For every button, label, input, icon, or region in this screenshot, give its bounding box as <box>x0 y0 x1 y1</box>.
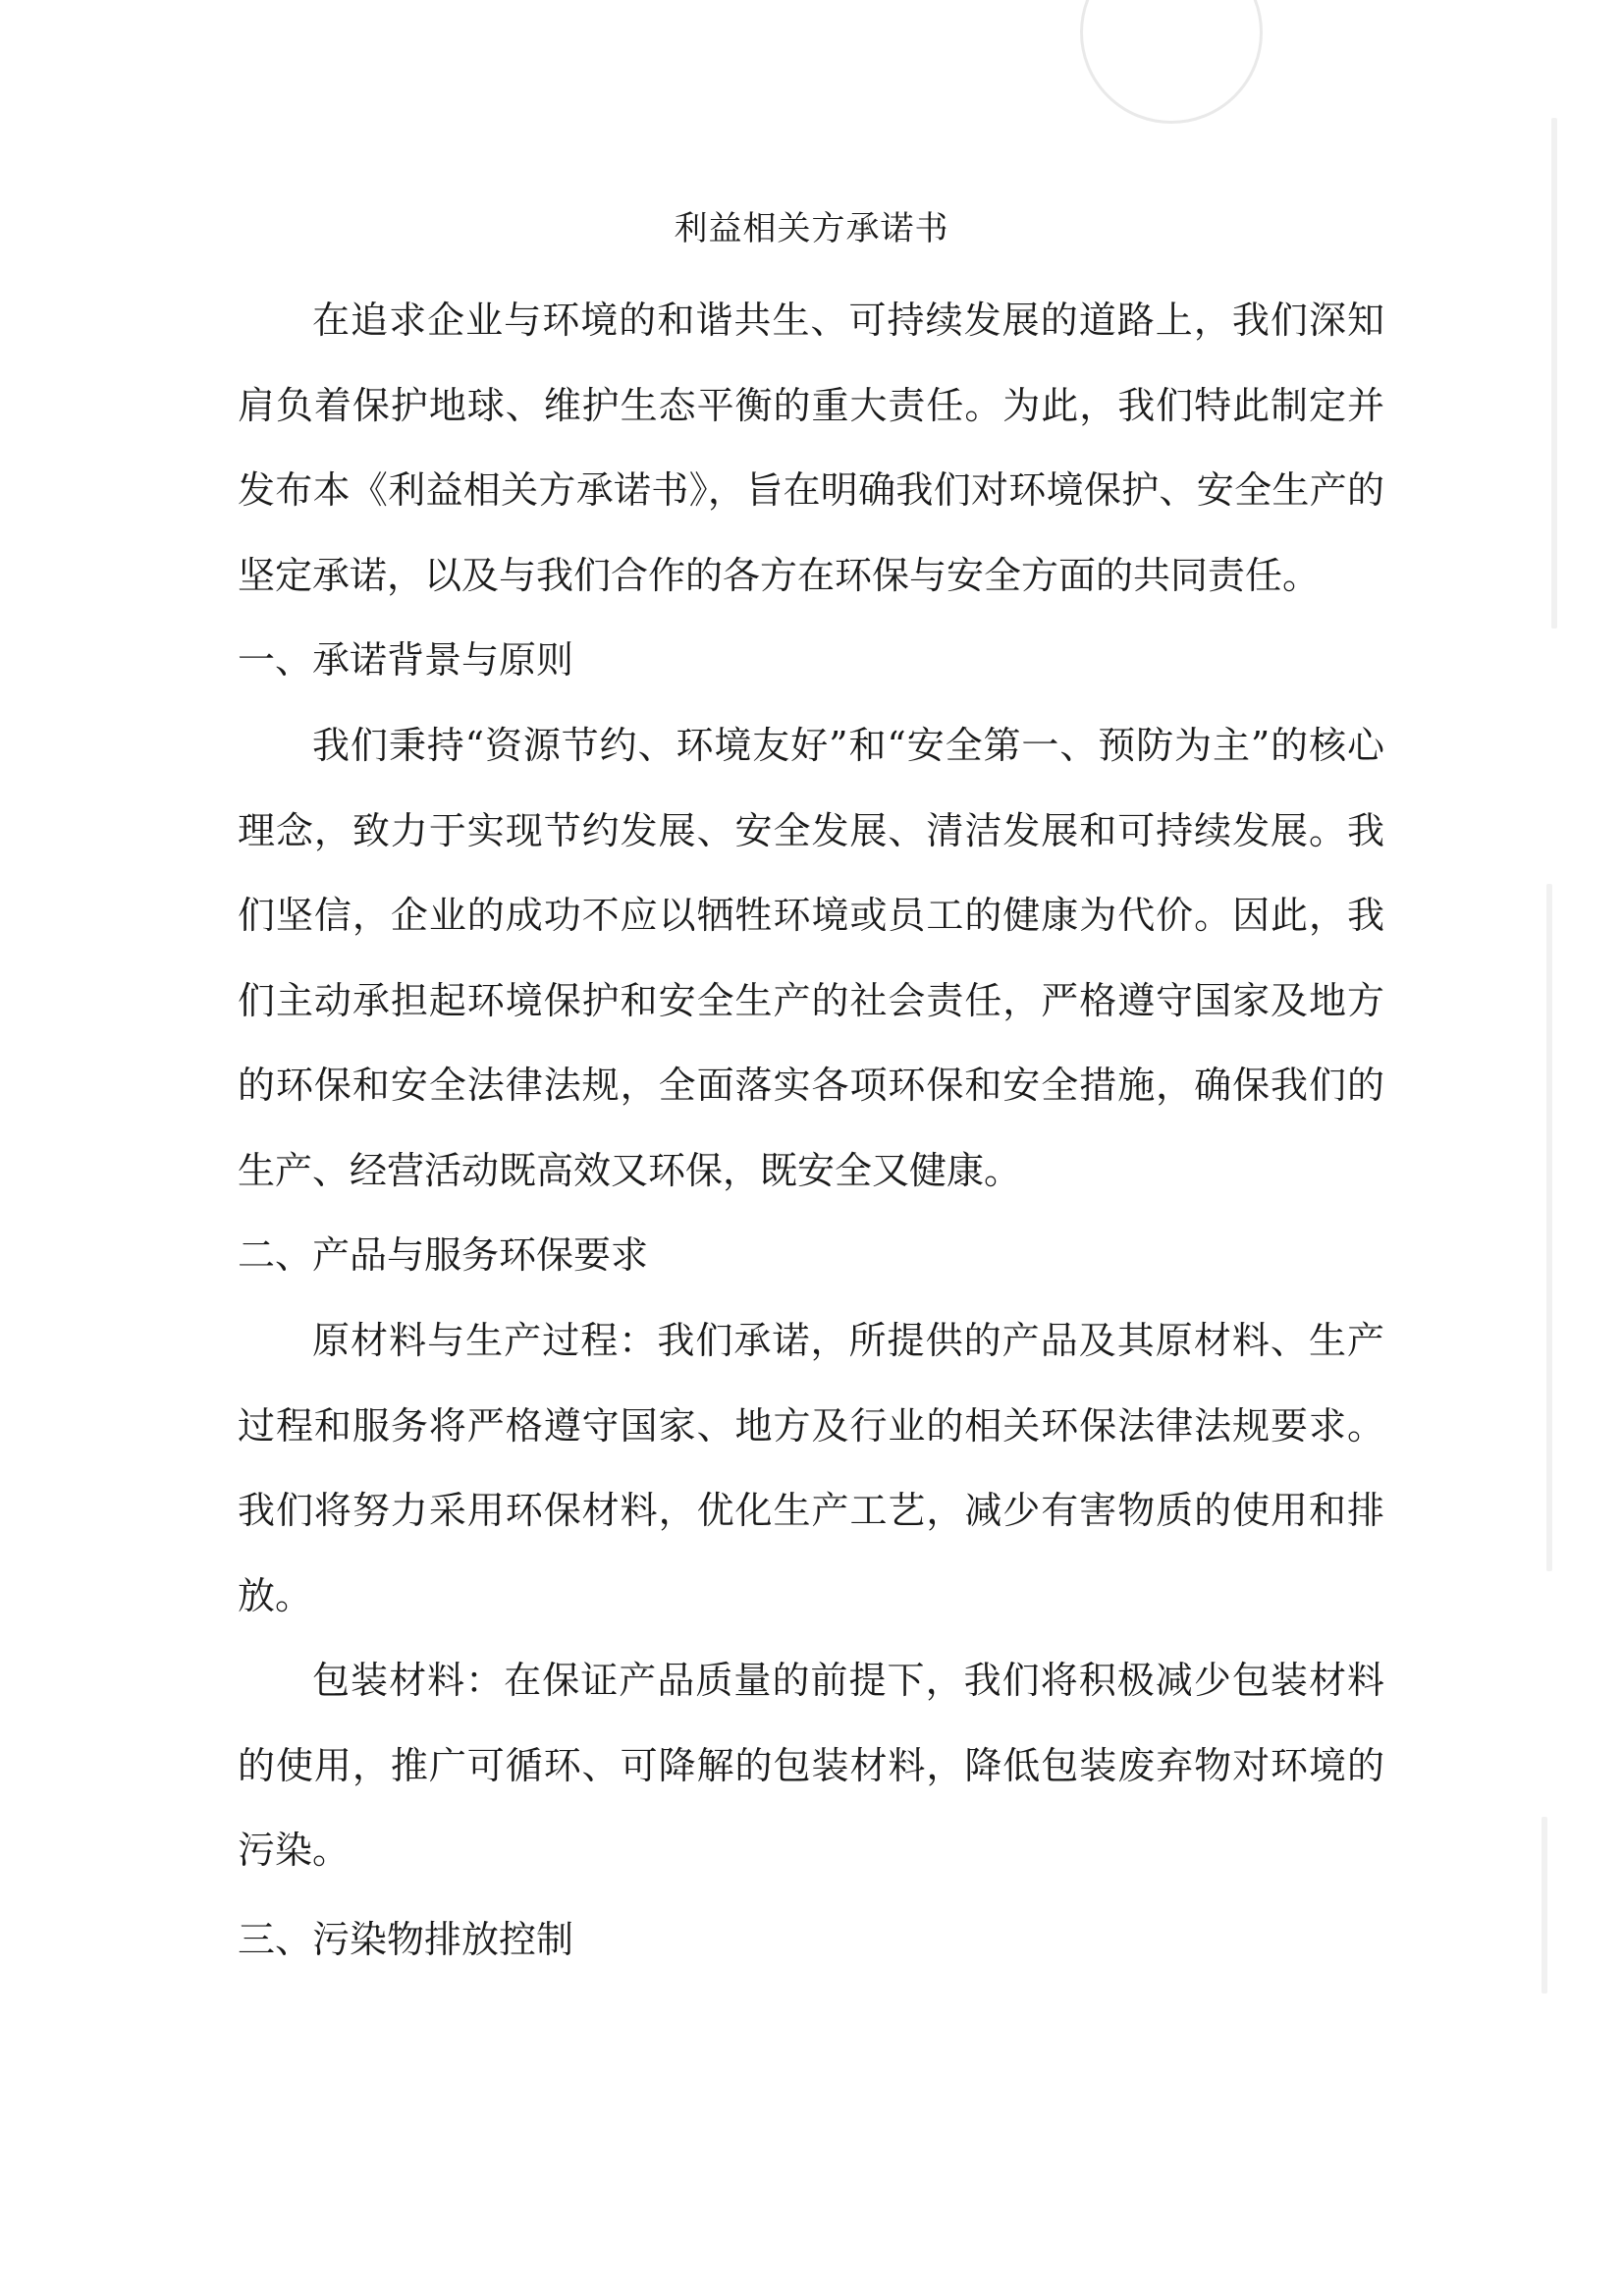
scan-artifact <box>1551 118 1557 629</box>
packaging-paragraph: 包装材料：在保证产品质量的前提下，我们将积极减少包装材料的使用，推广可循环、可降解的包装材料，降低包装废弃物对环境的污染。 <box>238 1659 1384 1872</box>
section-heading-background: 一、承诺背景与原则 <box>238 638 574 682</box>
scan-artifact <box>1542 1817 1547 1994</box>
section-heading-emission-control: 三、污染物排放控制 <box>238 1918 574 1961</box>
scan-artifact <box>1080 0 1263 124</box>
document-title: 利益相关方承诺书 <box>674 209 949 248</box>
section-heading-product-requirements: 二、产品与服务环保要求 <box>238 1233 649 1277</box>
intro-paragraph: 在追求企业与环境的和谐共生、可持续发展的道路上，我们深知肩负着保护地球、维护生态平衡的重大责任。为此，我们特此制定并发布本《利益相关方承诺书》，旨在明确我们对环境保护、安全生产的坚定承诺，以及与我们合作的各方在环保与安全方面的共同责任。 <box>238 299 1384 597</box>
background-paragraph: 我们秉持“资源节约、环境友好”和“安全第一、预防为主”的核心理念，致力于实现节约发展、安全发展、清洁发展和可持续发展。我们坚信，企业的成功不应以牺牲环境或员工的健康为代价。因此，我们主动承担起环境保护和安全生产的社会责任，严格遵守国家及地方的环保和安全法律法规，全面落实各项环保和安全措施，确保我们的生产、经营活动既高效又环保，既安全又健康。 <box>238 724 1384 1192</box>
scan-artifact <box>1546 884 1552 1571</box>
raw-materials-paragraph: 原材料与生产过程：我们承诺，所提供的产品及其原材料、生产过程和服务将严格遵守国家、地方及行业的相关环保法律法规要求。我们将努力采用环保材料，优化生产工艺，减少有害物质的使用和排放。 <box>238 1319 1384 1617</box>
